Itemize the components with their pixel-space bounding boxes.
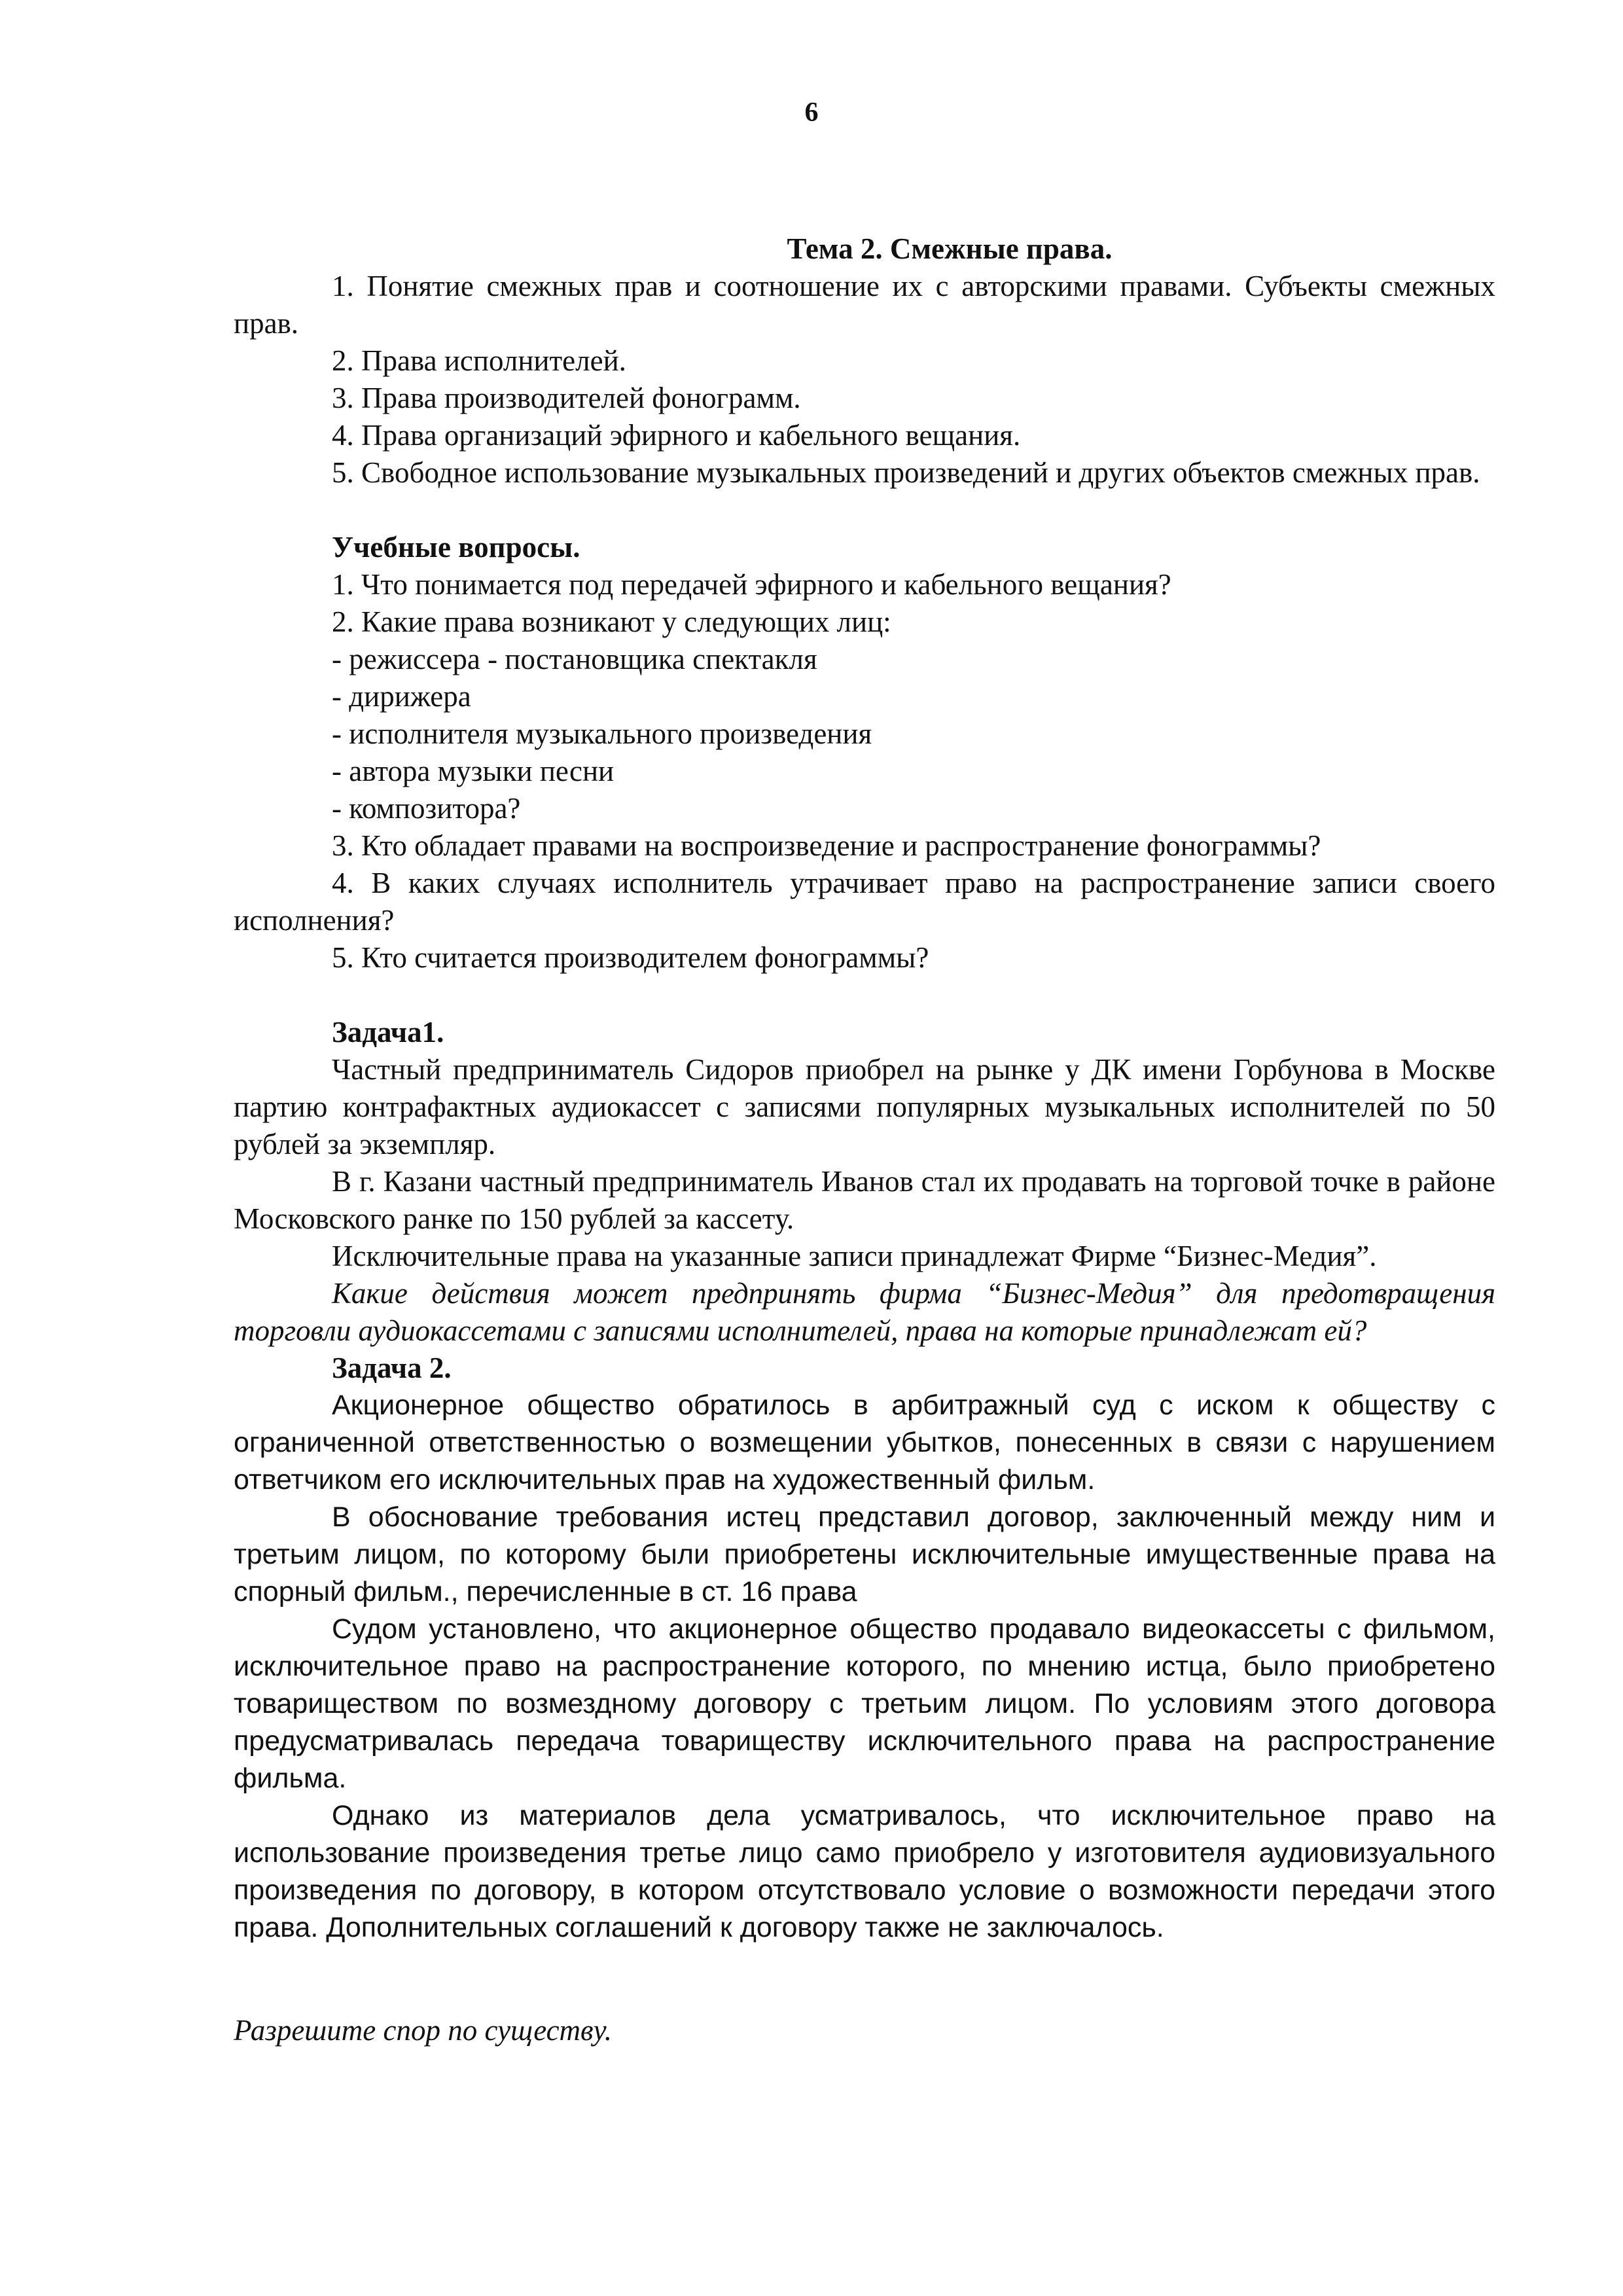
topic-item-1: 1. Понятие смежных прав и соотношение их с авторскими правами. Субъекты смежных прав. <box>234 270 1495 340</box>
spacer <box>234 977 1495 1014</box>
task2-paragraph-4: Однако из материалов дела усматривалось, что исключительное право на использование произведения третье лицо само приобрело у изготовителя аудиовизуального произведения по договору, в котором отсутствовало условие о возможности передачи этого права. Дополнительных соглашений к договору также не заключалось. <box>234 1800 1495 1943</box>
person-item: - автора музыки песни <box>332 755 615 787</box>
topic-item-2: 2. Права исполнителей. <box>332 344 626 377</box>
page-number: 6 <box>804 98 819 128</box>
question-5: 5. Кто считается производителем фонограммы? <box>332 941 929 974</box>
question-3: 3. Кто обладает правами на воспроизведение и распространение фонограммы? <box>332 829 1321 862</box>
task1-title: Задача1. <box>332 1016 444 1049</box>
question-2: 2. Какие права возникают у следующих лиц: <box>332 605 891 638</box>
task2-paragraph-1: Акционерное общество обратилось в арбитражный суд с иском к обществу с ограниченной ответственностью о возмещении убытков, понесенных в связи с нарушением ответчиком его исключительных прав на художественный фильм. <box>234 1390 1495 1496</box>
topic-item-4: 4. Права организаций эфирного и кабельного вещания. <box>332 419 1021 452</box>
question-4: 4. В каких случаях исполнитель утрачивает право на распространение записи своего исполнения? <box>234 867 1495 937</box>
task1-question: Какие действия может предпринять фирма “Бизнес-Медия” для предотвращения торговли аудиокассетами с записями исполнителей, права на которые принадлежат ей? <box>234 1277 1495 1347</box>
closing-instruction: Разрешите спор по существу. <box>234 2014 612 2047</box>
person-item: - исполнителя музыкального произведения <box>332 717 872 750</box>
topic-item-3: 3. Права производителей фонограмм. <box>332 382 801 414</box>
task2-title: Задача 2. <box>332 1352 452 1384</box>
spacer <box>234 1946 1495 2012</box>
person-item: - композитора? <box>332 792 521 825</box>
questions-title: Учебные вопросы. <box>332 531 580 564</box>
document-body <box>234 230 1495 2049</box>
task1-paragraph-1: Частный предприниматель Сидоров приобрел на рынке у ДК имени Горбунова в Москве партию контрафактных аудиокассет с записями популярных музыкальных исполнителей по 50 рублей за экземпляр. <box>234 1053 1495 1160</box>
task2-paragraph-3: Судом установлено, что акционерное общество продавало видеокассеты с фильмом, исключительное право на распространение которого, по мнению истца, было приобретено товариществом по возмездному договору с третьим лицом. По условиям этого договора предусматривалась передача товариществу исключительного права на распространение фильма. <box>234 1613 1495 1794</box>
person-item: - дирижера <box>332 680 471 713</box>
task1-paragraph-2: В г. Казани частный предприниматель Иванов стал их продавать на торговой точке в районе Московского ранке по 150 рублей за кассету. <box>234 1165 1495 1235</box>
task2-paragraph-2: В обоснование требования истец представил договор, заключенный между ним и третьим лицом, по которому были приобретены исключительные имущественные права на спорный фильм., перечисленные в ст. 16 права <box>234 1501 1495 1607</box>
person-item: - режиссера - постановщика спектакля <box>332 643 817 675</box>
question-1: 1. Что понимается под передачей эфирного и кабельного вещания? <box>332 568 1171 601</box>
task1-paragraph-3: Исключительные права на указанные записи принадлежат Фирме “Бизнес-Медия”. <box>332 1240 1377 1272</box>
spacer <box>234 492 1495 529</box>
topic-item-5: 5. Свободное использование музыкальных произведений и других объектов смежных прав. <box>332 456 1480 489</box>
topic-title: Тема 2. Смежные права. <box>787 232 1113 265</box>
